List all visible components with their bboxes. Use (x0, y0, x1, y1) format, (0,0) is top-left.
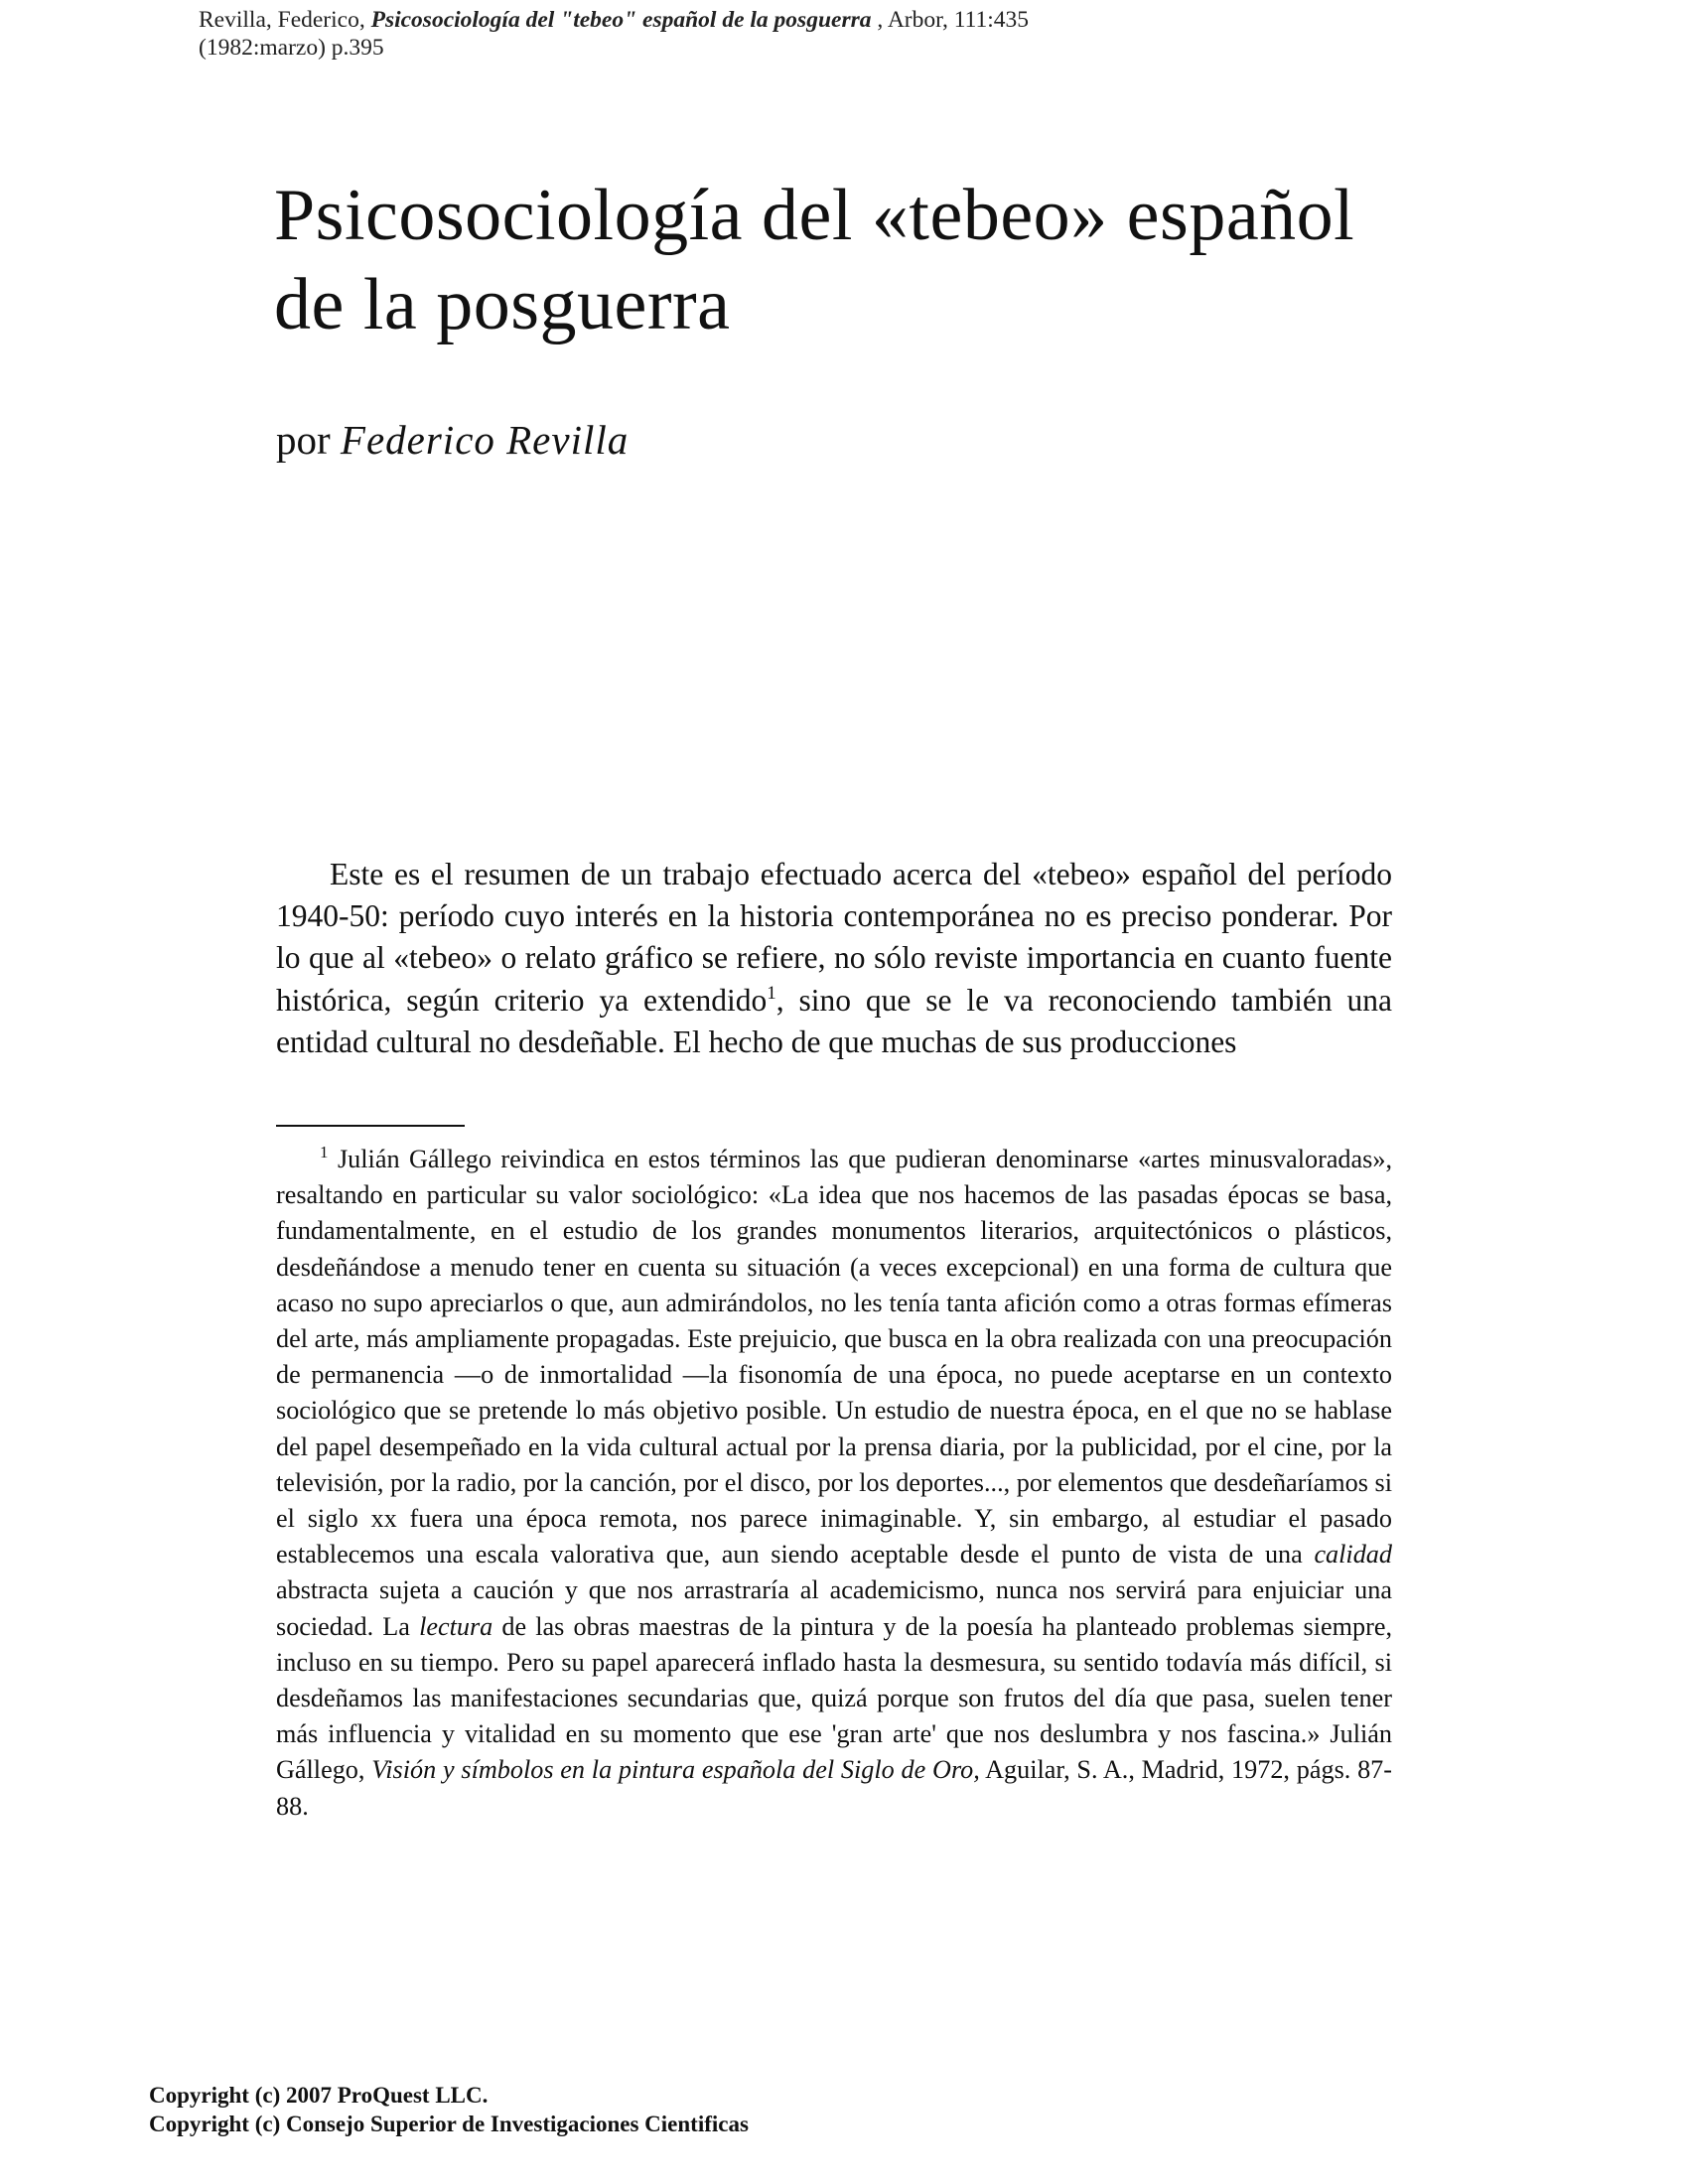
footnote-text-1: Julián Gállego reivindica en estos términos las que pudieran denominarse «artes minusvaloradas», resaltando en particular su valor sociológico: «La idea que nos hacemos de las pasadas épocas se basa, fundamentalmente, en el estudio de los grandes monumentos literarios, arquitectónicos o plásticos, desdeñándose a menudo tener en cuenta su situación (a veces excepcional) en una forma de cultura que acaso no supo apreciarlos o que, aun admirándolos, no les tenía tanta afición como a otras formas efímeras del arte, más ampliamente propagadas. Este prejuicio, que busca en la obra realizada con una preocupación de permanencia —o de inmortalidad —la fisonomía de una época, no puede aceptarse en un contexto sociológico que se pretende lo más objetivo posible. Un estudio de nuestra época, en el que no se hablase del papel desempeñado en la vida cultural actual por la prensa diaria, por la publicidad, por el cine, por la televisión, por la radio, por la canción, por el disco, por los deportes..., por elementos que desdeñaríamos si el siglo xx fuera una época remota, nos parece inimaginable. Y, sin embargo, al estudiar el pasado establecemos una escala valorativa que, aun siendo aceptable desde el punto de vista de una (276, 1145, 1392, 1570)
footnote-number: 1 (320, 1143, 329, 1161)
citation-author: Revilla, Federico, (199, 7, 371, 33)
abstract-text-1: Este es el resumen de un trabajo efectuado acerca del «tebeo» español del período 1940-50: período cuyo interés en la historia contemporánea no es preciso ponderar. Por lo que al «tebeo» o relato gráfico se refiere, no sólo reviste importancia en cuanto fuente histórica, según criterio ya extendido (276, 857, 1392, 1018)
abstract-paragraph (276, 854, 1392, 1063)
footnote-reference: 1 (767, 982, 776, 1004)
footnote-text-3: de las obras maestras de la pintura y de la poesía ha planteado problemas siempre, incluso en su tiempo. Pero su papel aparecerá inflado hasta la desmesura, su sentido todavía más difícil, si desdeñamos las manifestaciones secundarias que, quizá porque son frutos del día que pasa, suelen tener más influencia y vitalidad en su momento que ese 'gran arte' que nos deslumbra y nos fascina.» Julián Gállego, (276, 1611, 1392, 1785)
article-title (274, 171, 1466, 349)
footnote-text-2: abstracta sujeta a caución y que nos arrastraría al academicismo, nunca nos servirá para enjuiciar una sociedad. La (276, 1575, 1392, 1641)
byline (276, 415, 629, 465)
citation-line-2: (1982:marzo) p.395 (199, 35, 384, 61)
footnote-book-title: Visión y símbolos en la pintura española del Siglo de Oro, (371, 1755, 980, 1785)
citation-title: Psicosociología del "tebeo" español de la posguerra (370, 7, 872, 33)
citation-header (199, 6, 1241, 62)
abstract-text-2: , sino que se le va reconociendo también una entidad cultural no desdeñable. El hecho de que muchas de sus producciones (276, 982, 1393, 1059)
article-title-line-1: Psicosociología del «tebeo» español (274, 175, 1355, 256)
citation-journal: , Arbor, 111:435 (871, 7, 1030, 33)
footnote-italic-1: calidad (1314, 1540, 1392, 1570)
byline-prefix: por (276, 417, 341, 463)
article-title-line-2: de la posguerra (274, 264, 731, 345)
footnote-1 (276, 1142, 1392, 1825)
footnote-italic-2: lectura (419, 1611, 493, 1641)
footnote-divider (276, 1125, 465, 1127)
footnote-text-4: Aguilar, S. A., Madrid, 1972, págs. 87-88. (276, 1755, 1392, 1821)
author-name: Federico Revilla (340, 417, 630, 463)
copyright-line-1: Copyright (c) 2007 ProQuest LLC. (149, 2083, 489, 2108)
copyright-line-2: Copyright (c) Consejo Superior de Investigaciones Cientificas (149, 2112, 749, 2136)
copyright-notice (149, 2081, 749, 2138)
citation-line-1 (199, 6, 1241, 34)
